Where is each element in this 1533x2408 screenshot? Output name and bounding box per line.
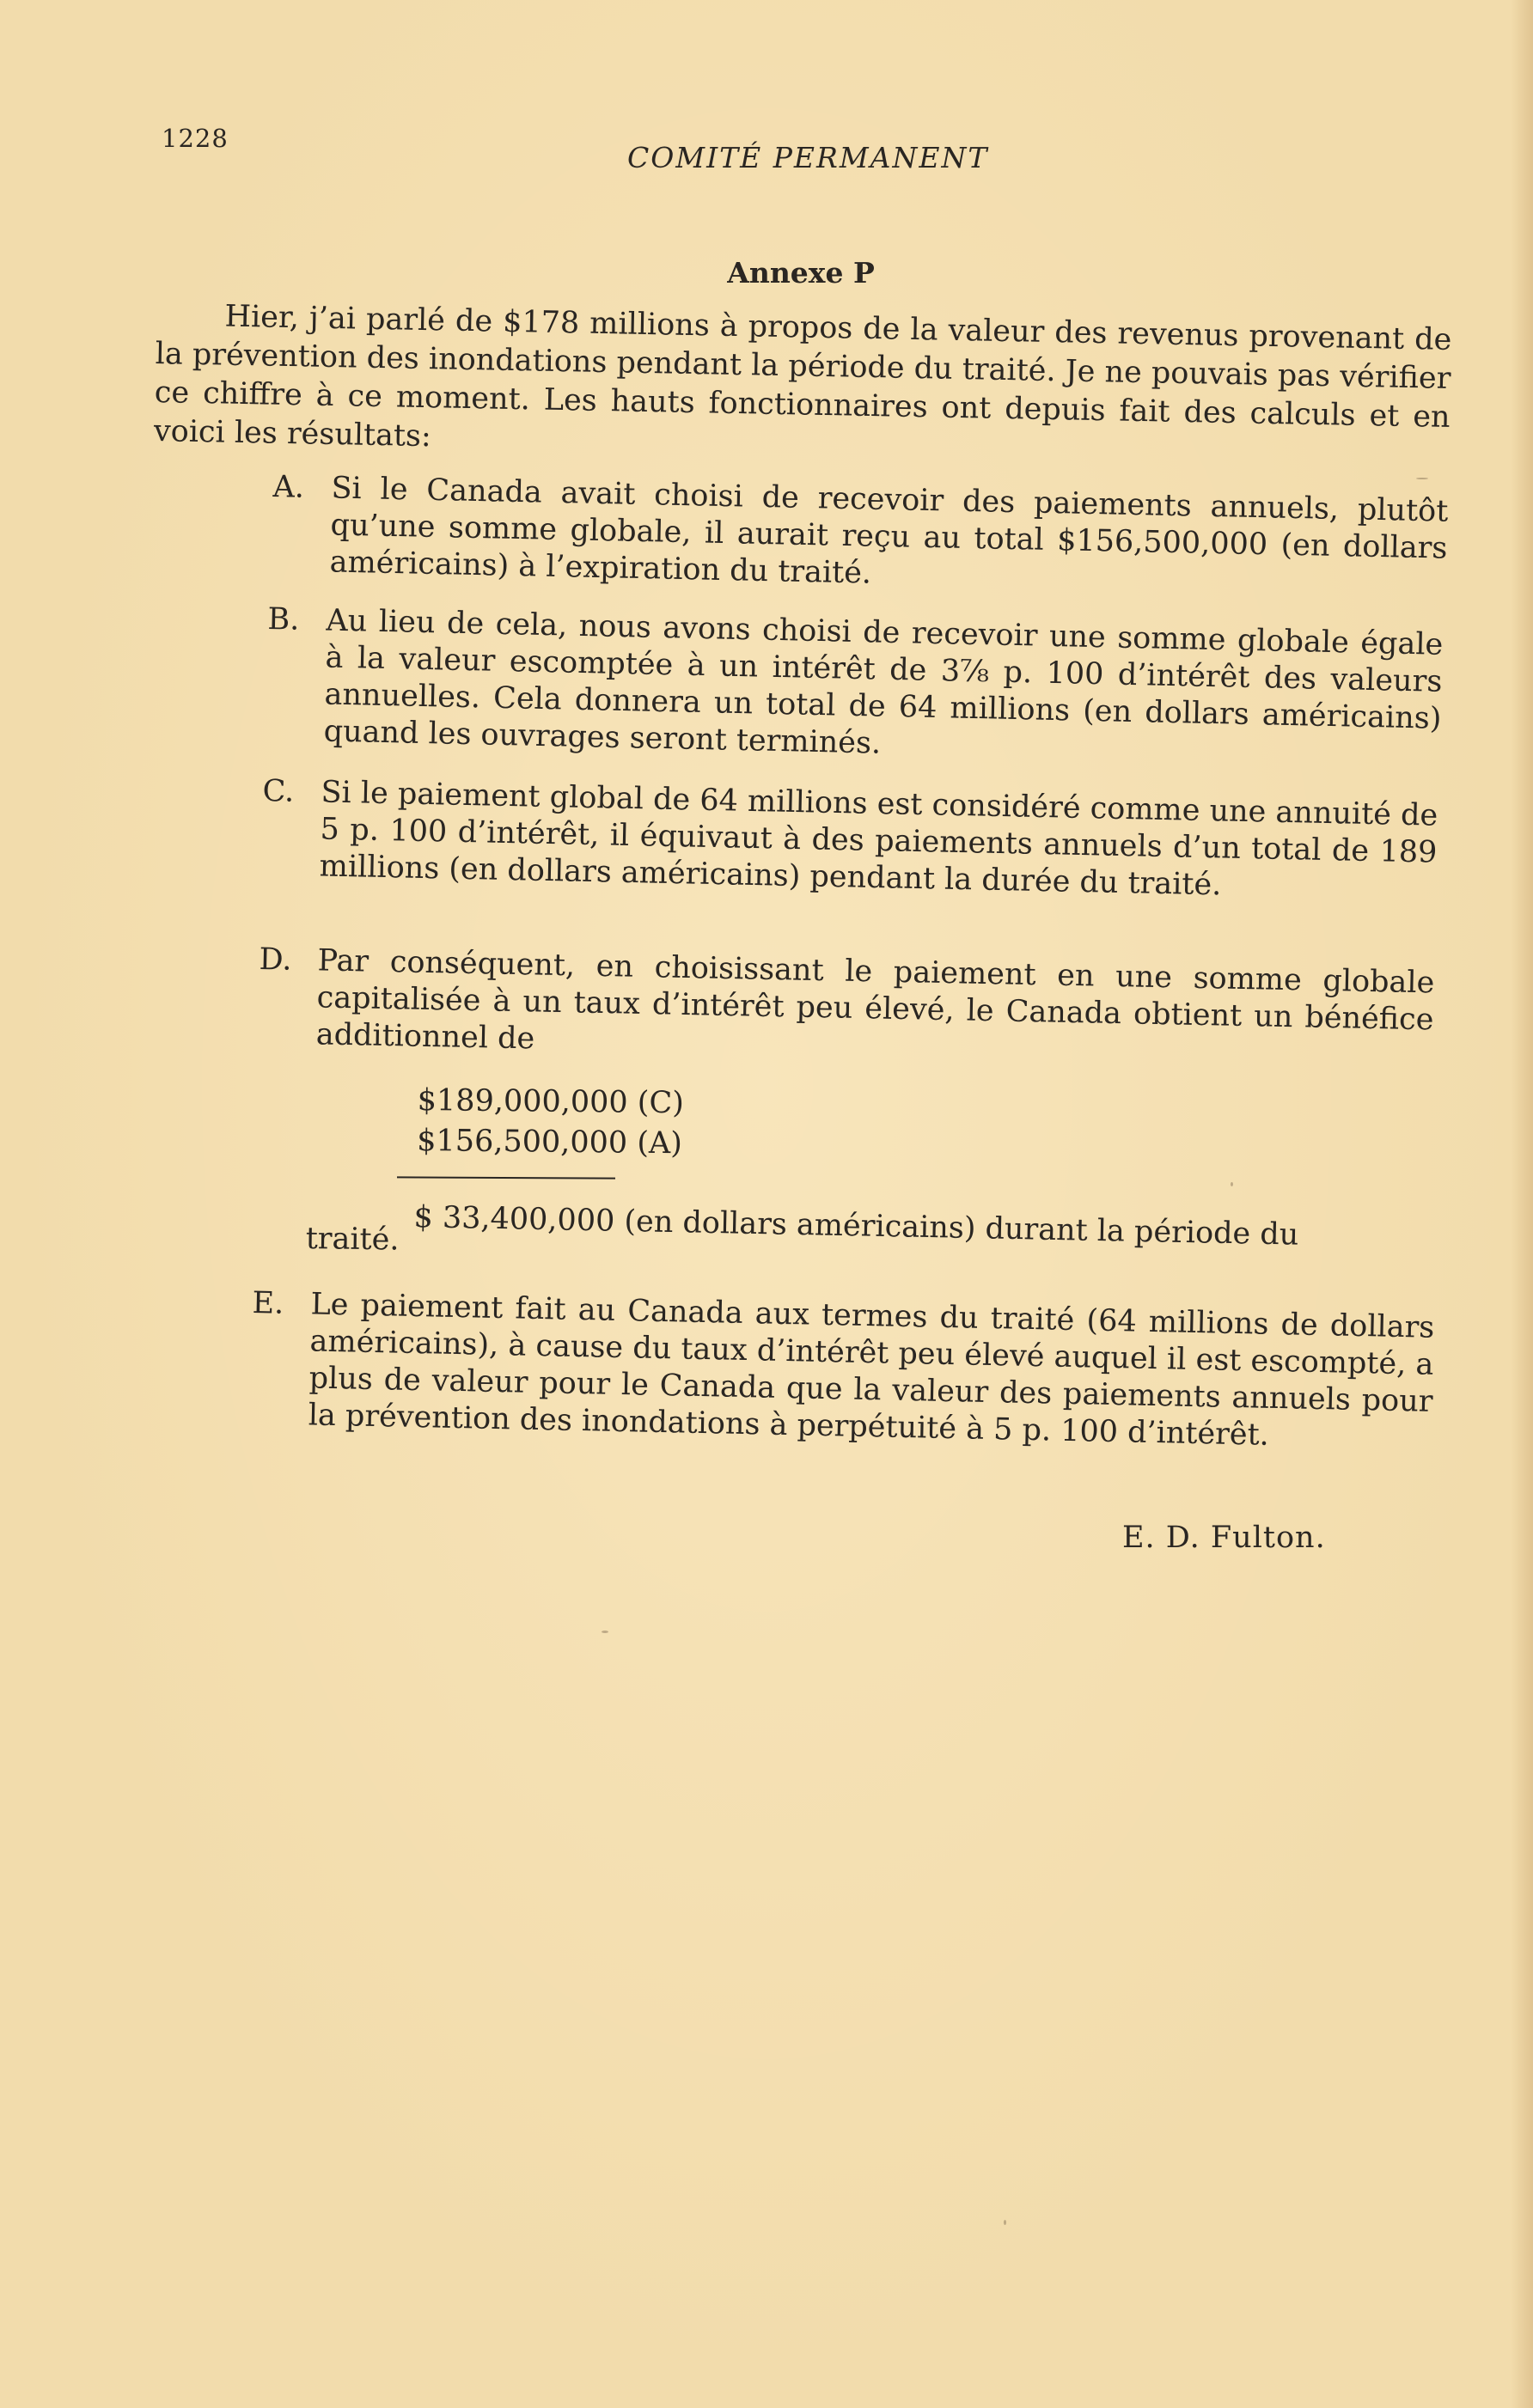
calculation-result: $ 33,400,000 (en dollars américains) durant la période du: [413, 1199, 1299, 1253]
item-letter: E.: [252, 1285, 284, 1321]
item-letter: A.: [272, 469, 305, 505]
running-head: COMITÉ PERMANENT: [627, 141, 989, 174]
amount-line-c: $189,000,000 (C): [417, 1082, 685, 1121]
item-text: Au lieu de cela, nous avons choisi de recevoir une somme globale égale à la valeur escomptée à un intérêt de 3⅞ p. 100 d’intérêt des valeurs annuelles. Cela donnera un total de 64 millions (en dollars américains) quand les ouvrages seront terminés.: [323, 603, 1444, 761]
item-text: Si le paiement global de 64 millions est considéré comme une annuité de 5 p. 100 d’intérêt, il équivaut à des paiements annuels d’un total de 189 millions (en dollars américains) pendant la durée du traité.: [319, 775, 1438, 903]
calculation-result-end: traité.: [305, 1222, 400, 1258]
signature: E. D. Fulton.: [1122, 1521, 1326, 1555]
page-number: 1228: [162, 124, 229, 153]
paper-speck: [602, 1631, 608, 1633]
paper-speck: [1004, 2220, 1006, 2225]
item-text: Le paiement fait au Canada aux termes du traité (64 millions de dollars américains), à cause du taux d’intérêt peu élevé auquel il est escompté, a plus de valeur pour le Canada que la valeur des paiements annuels pour la prévention des inondations à perpétuité à 5 p. 100 d’intérêt.: [308, 1287, 1435, 1453]
sum-rule-divider: [397, 1176, 615, 1179]
amount-line-a: $156,500,000 (A): [417, 1123, 683, 1161]
page-edge-shadow: [1511, 0, 1533, 2408]
paper-speck: [1231, 1182, 1233, 1186]
item-text: Par conséquent, en choisissant le paiement en une somme globale capitalisée à un taux d’intérêt peu élevé, le Canada obtient un bénéfice additionnel de: [315, 943, 1435, 1057]
item-letter: B.: [267, 601, 300, 637]
annex-title: Annexe P: [727, 256, 875, 290]
item-letter: D.: [259, 942, 292, 978]
item-text: Si le Canada avait choisi de recevoir des paiements annuels, plutôt qu’une somme globale, il aurait reçu au total $156,500,000 (en dollars américains) à l’expiration du traité.: [329, 471, 1449, 591]
item-letter: C.: [262, 773, 295, 809]
calculation-block: [417, 1081, 684, 1164]
intro-paragraph: Hier, j’ai parlé de $178 millions à propos de la valeur des revenus provenant de la prévention des inondations pendant la période du traité. Je ne pouvais pas vérifier ce chiffre à ce moment. Les hauts fonctionnaires ont depuis fait des calculs et en voici les résultats:: [153, 299, 1452, 454]
paper-speck: [1416, 478, 1428, 479]
